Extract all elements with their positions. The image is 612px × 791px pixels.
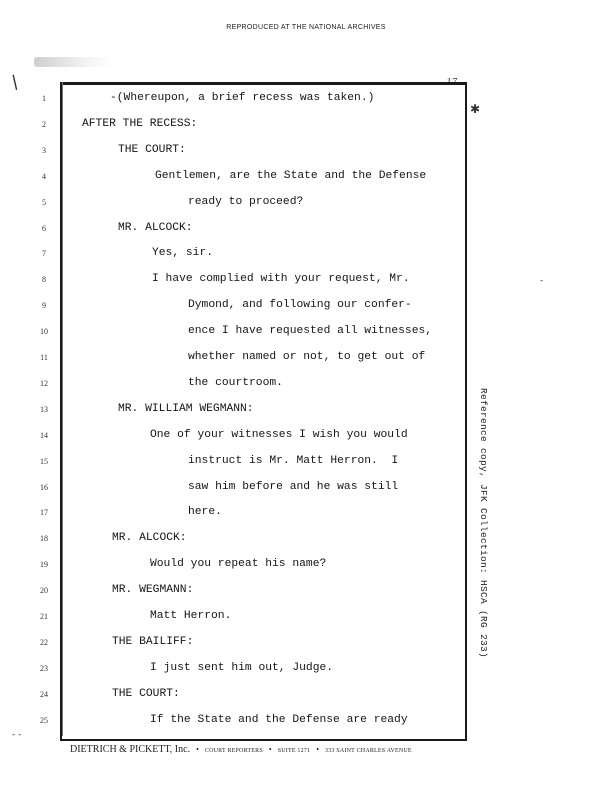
line-number: 18 bbox=[40, 534, 48, 544]
transcript-line: MR. ALCOCK: bbox=[112, 532, 187, 545]
transcript-line: Gentlemen, are the State and the Defense bbox=[155, 169, 427, 182]
transcript-line: MR. ALCOCK: bbox=[118, 221, 193, 234]
transcript-line: saw him before and he was still bbox=[188, 480, 399, 493]
transcript-line: THE COURT: bbox=[118, 143, 186, 156]
line-number: 9 bbox=[42, 301, 46, 311]
transcript-line: I just sent him out, Judge. bbox=[150, 661, 334, 674]
line-number: 3 bbox=[42, 145, 46, 155]
margin-dash-mark: - - bbox=[12, 730, 22, 740]
line-number: 13 bbox=[40, 404, 48, 414]
line-number: 10 bbox=[40, 327, 48, 337]
line-number: 16 bbox=[40, 482, 48, 492]
transcript-line: ence I have requested all witnesses, bbox=[188, 325, 433, 338]
line-number: 22 bbox=[40, 637, 48, 647]
line-number: 1 bbox=[42, 94, 46, 103]
transcript-line: Matt Herron. bbox=[150, 610, 232, 622]
transcript-line: whether named or not, to get out of bbox=[188, 351, 426, 363]
footer-bullet: • bbox=[268, 745, 272, 754]
footer-bullet: • bbox=[316, 745, 320, 754]
line-number: 17 bbox=[40, 508, 48, 518]
line-number: 21 bbox=[40, 612, 48, 621]
line-number: 2 bbox=[42, 119, 46, 129]
transcript-line: the courtroom. bbox=[188, 376, 283, 389]
line-number: 5 bbox=[42, 197, 46, 207]
line-number: 25 bbox=[40, 715, 48, 725]
line-number: 11 bbox=[40, 353, 48, 362]
line-number: 19 bbox=[40, 560, 48, 570]
transcript-line: MR. WILLIAM WEGMANN: bbox=[118, 402, 254, 415]
transcript-line: Yes, sir. bbox=[152, 247, 214, 260]
line-number: 7 bbox=[42, 249, 46, 259]
margin-dash-mark: - bbox=[540, 276, 544, 286]
margin-tick-mark: / bbox=[7, 71, 23, 94]
line-number: 24 bbox=[40, 689, 48, 699]
transcript-line: ready to proceed? bbox=[188, 195, 304, 208]
transcript-line: One of your witnesses I wish you would bbox=[150, 428, 408, 441]
transcript-frame-rule bbox=[62, 82, 63, 736]
transcript-line: I have complied with your request, Mr. bbox=[152, 273, 410, 286]
archive-reference-stamp: Reference copy, JFK Collection: HSCA (RG 233) bbox=[478, 388, 489, 659]
transcript-line: instruct is Mr. Matt Herron. I bbox=[188, 454, 399, 467]
page-number: 17 bbox=[446, 76, 457, 88]
footer-firm: DIETRICH & PICKETT, Inc. bbox=[70, 744, 191, 755]
transcript-line: MR. WEGMANN: bbox=[112, 584, 194, 597]
court-reporter-footer bbox=[70, 744, 490, 755]
line-number: 15 bbox=[40, 456, 48, 466]
transcript-line: here. bbox=[188, 506, 222, 519]
scan-smudge bbox=[34, 57, 114, 67]
transcript-line: THE COURT: bbox=[112, 687, 180, 700]
footer-address: 333 SAINT CHARLES AVENUE bbox=[325, 748, 412, 754]
transcript-line: Would you repeat his name? bbox=[150, 558, 327, 571]
archive-header: REPRODUCED AT THE NATIONAL ARCHIVES bbox=[226, 24, 386, 31]
line-number: 12 bbox=[40, 378, 48, 388]
footer-bullet: • bbox=[196, 745, 199, 754]
line-number: 8 bbox=[42, 275, 46, 285]
transcript-line: THE BAILIFF: bbox=[112, 635, 194, 648]
footer-role: COURT REPORTERS bbox=[204, 748, 263, 754]
transcript-line: -(Whereupon, a brief recess was taken.) bbox=[110, 92, 375, 104]
transcript-line: AFTER THE RECESS: bbox=[82, 117, 198, 130]
line-number: 6 bbox=[42, 223, 46, 233]
line-number: 4 bbox=[42, 171, 46, 181]
line-number: 20 bbox=[40, 586, 48, 596]
line-number: 14 bbox=[40, 430, 48, 440]
line-number: 23 bbox=[40, 663, 48, 673]
transcript-line: If the State and the Defense are ready bbox=[150, 713, 408, 726]
footer-suite: SUITE 1271 bbox=[277, 748, 311, 754]
transcript-line: Dymond, and following our confer- bbox=[188, 299, 412, 312]
ink-blot-mark: ✱ bbox=[470, 102, 481, 116]
